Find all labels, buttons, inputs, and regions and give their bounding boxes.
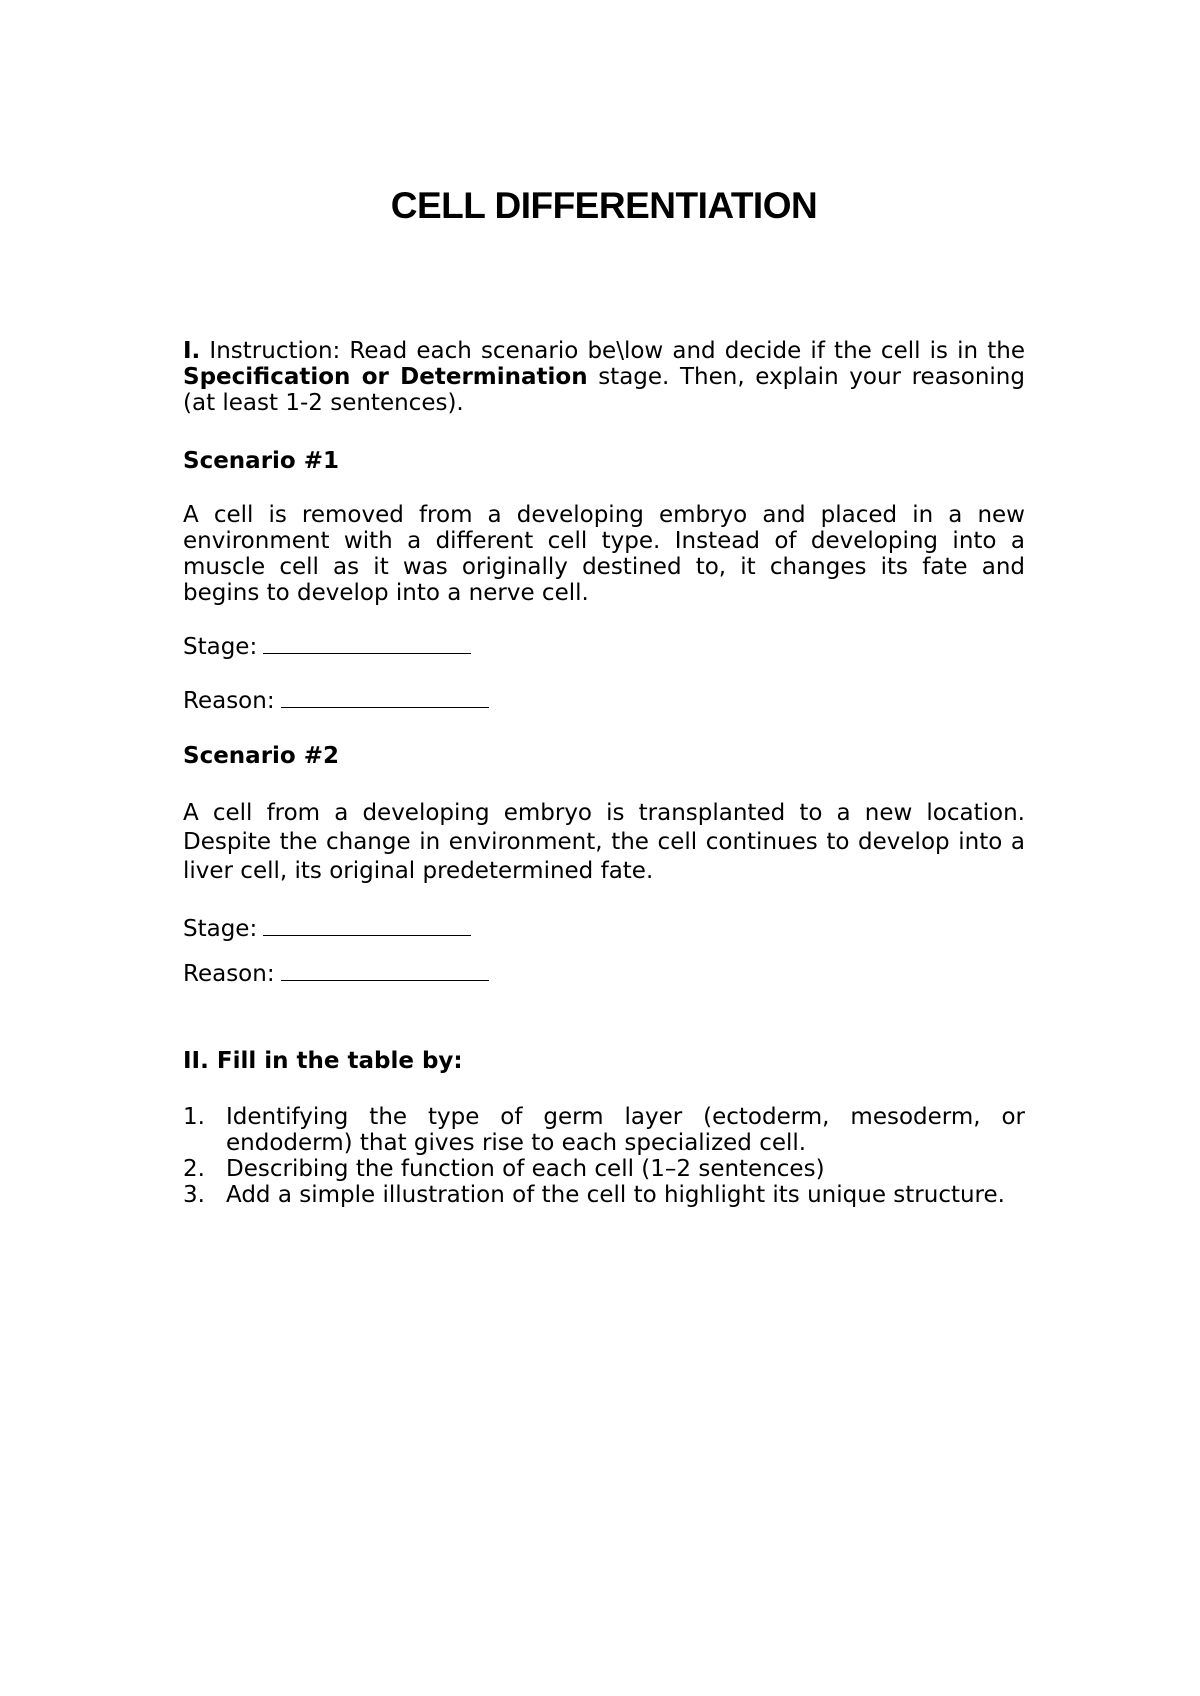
part1-instruction	[183, 338, 1025, 416]
list-item-text: Describing the function of each cell (1–2 sentences)	[226, 1156, 825, 1182]
scenario-1-stage-blank[interactable]	[263, 633, 471, 654]
scenario-2-heading: Scenario #2	[183, 743, 340, 769]
instruction-text-pre: Instruction: Read each scenario be\low and decide if the cell is in the	[200, 338, 1025, 364]
scenario-2-stage-blank[interactable]	[263, 915, 471, 936]
scenario-2-reason-blank[interactable]	[281, 960, 489, 981]
instruction-text-bold: Specification or Determination	[183, 364, 588, 390]
scenario-2-reason-line	[183, 960, 1025, 987]
scenario-2-text: A cell from a developing embryo is transplanted to a new location. Despite the change in environment, the cell continues to develop into a liver cell, its original predetermined fate.	[183, 800, 1025, 884]
scenario-2-stage-label: Stage:	[183, 916, 258, 942]
list-item-text: Add a simple illustration of the cell to highlight its unique structure.	[226, 1182, 1005, 1208]
list-item-number: 1.	[183, 1104, 205, 1130]
scenario-1-reason-blank[interactable]	[281, 687, 489, 708]
part1-numeral: I.	[183, 338, 201, 364]
list-item	[183, 1182, 1025, 1208]
scenario-1-heading: Scenario #1	[183, 448, 340, 474]
scenario-1-stage-line	[183, 633, 1025, 660]
instruction-text-post: stage. Then, explain your reasoning (at least 1-2 sentences).	[183, 364, 1025, 416]
list-item-number: 3.	[183, 1182, 205, 1208]
part2-heading: II. Fill in the table by:	[183, 1048, 463, 1074]
scenario-1-reason-line	[183, 687, 1025, 714]
list-item-number: 2.	[183, 1156, 205, 1182]
document-title: CELL DIFFERENTIATION	[390, 185, 818, 226]
scenario-1-text: A cell is removed from a developing embryo and placed in a new environment with a different cell type. Instead of developing into a muscle cell as it was originally destined to, it changes its fate and begins to develop into a nerve cell.	[183, 502, 1025, 606]
list-item	[183, 1156, 1025, 1182]
scenario-2-stage-line	[183, 915, 1025, 942]
list-item	[183, 1104, 1025, 1156]
part2-list	[183, 1104, 1025, 1208]
scenario-1-stage-label: Stage:	[183, 634, 258, 660]
scenario-2-reason-label: Reason:	[183, 961, 275, 987]
scenario-1-reason-label: Reason:	[183, 688, 275, 714]
list-item-text: Identifying the type of germ layer (ectoderm, mesoderm, or endoderm) that gives rise to each specialized cell.	[226, 1104, 1025, 1156]
